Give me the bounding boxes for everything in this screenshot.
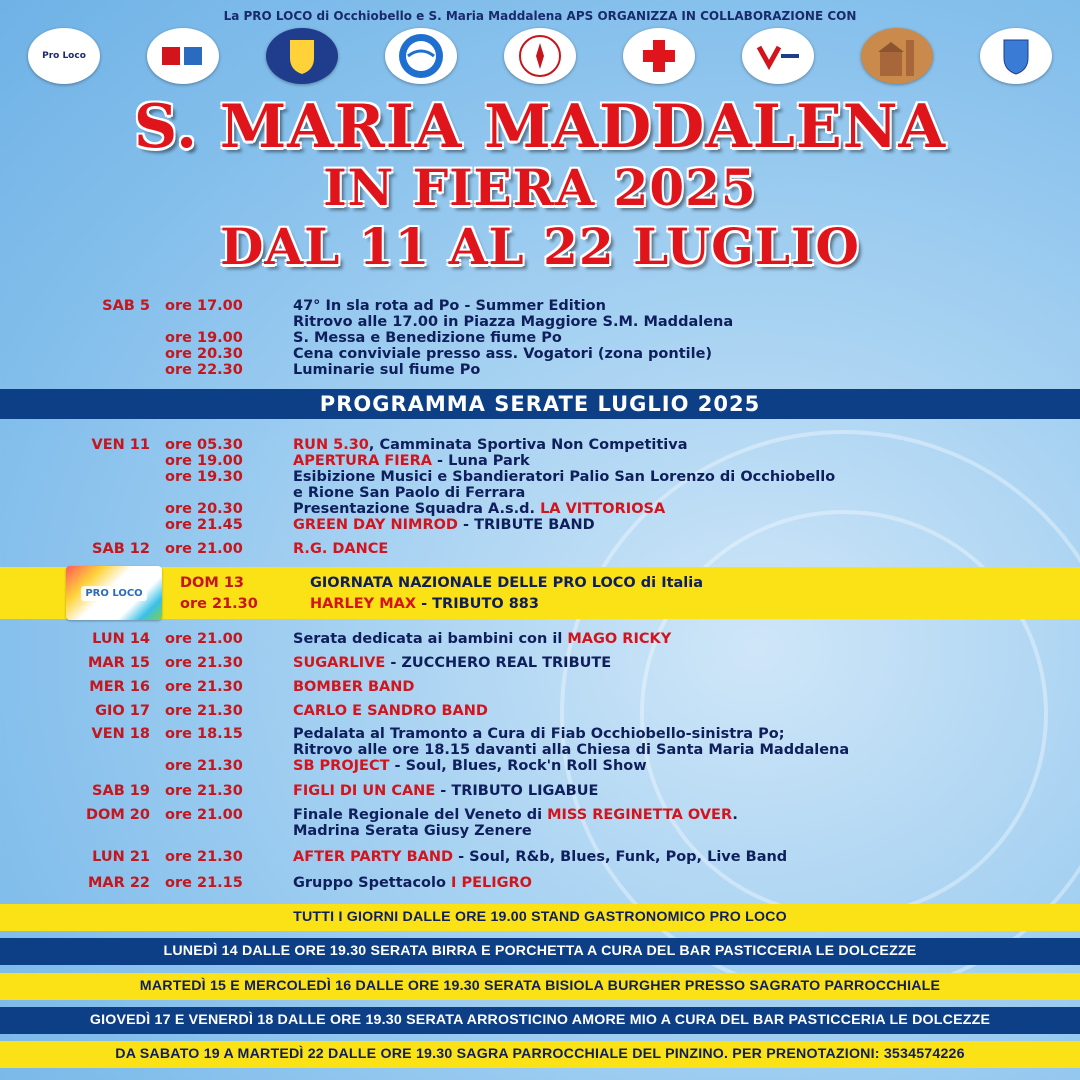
organizer-line: La PRO LOCO di Occhiobello e S. Maria Maddalena APS ORGANIZZA IN COLLABORAZIONE CON [223, 9, 857, 23]
info-strip: GIOVEDÌ 17 E VENERDÌ 18 DALLE ORE 19.30 SERATA ARROSTICINO AMORE MIO A CURA DEL BAR PASTICCERIA LE DOLCEZZE [0, 1007, 1080, 1034]
event-description [293, 330, 562, 346]
time-label: ore 19.30 [165, 469, 243, 485]
event-description [293, 517, 595, 533]
time-label: ore 22.30 [165, 362, 243, 378]
event-description [293, 485, 525, 501]
event-description [293, 453, 530, 469]
day-label: MAR 22 [87, 875, 150, 891]
event-text: e Rione San Paolo di Ferrara [293, 485, 526, 501]
day-label: MAR 15 [87, 655, 150, 671]
event-text: Madrina Serata Giusy Zenere [293, 823, 532, 839]
time-label: ore 21.30 [165, 703, 243, 719]
event-description [293, 314, 733, 330]
day-label: VEN 11 [91, 437, 150, 453]
event-description [293, 631, 671, 647]
event-description [293, 469, 835, 485]
coat-of-arms-logo [266, 28, 338, 84]
event-text: 47° In sla rota ad Po - Summer Edition [293, 298, 606, 314]
time-label: ore 21.00 [165, 541, 243, 557]
time-label: ore 05.30 [165, 437, 243, 453]
time-label: ore 18.15 [165, 726, 243, 742]
time-label: ore 21.45 [165, 517, 243, 533]
time-label: ore 19.00 [165, 453, 243, 469]
event-text: S. Messa e Benedizione fiume Po [293, 330, 562, 346]
time-label: ore 21.30 [165, 655, 243, 671]
dom13-line1: GIORNATA NAZIONALE DELLE PRO LOCO di Italia [310, 575, 704, 591]
day-label: DOM 20 [85, 807, 150, 823]
event-text: - ZUCCHERO REAL TRIBUTE [385, 655, 612, 671]
event-highlight: BOMBER BAND [293, 679, 415, 695]
event-text: . [732, 807, 738, 823]
event-highlight: CARLO E SANDRO BAND [293, 703, 488, 719]
partner-logo-7 [742, 28, 814, 84]
event-highlight: R.G. DANCE [293, 541, 389, 557]
event-description [293, 807, 738, 823]
event-highlight: GREEN DAY NIMROD [293, 517, 458, 533]
partner-logo-2 [147, 28, 219, 84]
dom13-day: DOM 13 [180, 575, 245, 591]
event-text: Finale Regionale del Veneto di [293, 807, 548, 823]
info-strip: LUNEDÌ 14 DALLE ORE 19.30 SERATA BIRRA E PORCHETTA A CURA DEL BAR PASTICCERIA LE DOLCEZZE [0, 938, 1080, 965]
day-label: LUN 21 [92, 849, 150, 865]
event-dates: DAL 11 AL 22 LUGLIO [220, 217, 860, 276]
event-description [293, 501, 665, 517]
event-description [293, 298, 606, 314]
event-description [293, 679, 414, 695]
time-label: ore 17.00 [165, 298, 243, 314]
church-logo [861, 28, 933, 84]
event-description [293, 783, 598, 799]
protezione-civile-logo [385, 28, 457, 84]
event-text: Ritrovo alle ore 18.15 davanti alla Chiesa di Santa Maria Maddalena [293, 742, 850, 758]
day-label: GIO 17 [95, 703, 150, 719]
time-label: ore 21.30 [165, 849, 243, 865]
event-highlight: AFTER PARTY BAND [293, 849, 454, 865]
day-label: SAB 5 [102, 298, 150, 314]
event-text: Gruppo Spettacolo [293, 875, 451, 891]
event-text: Esibizione Musici e Sbandieratori Palio San Lorenzo di Occhiobello [293, 469, 836, 485]
event-highlight: SUGARLIVE [293, 655, 386, 671]
event-highlight: RUN 5.30 [293, 437, 369, 453]
dom13-line2: HARLEY MAX - TRIBUTO 883 [310, 596, 539, 612]
pro-loco-day-badge: PRO LOCO [66, 566, 162, 620]
day-label: LUN 14 [92, 631, 150, 647]
event-description [293, 437, 688, 453]
event-highlight: MISS REGINETTA OVER [547, 807, 733, 823]
red-cross-logo [623, 28, 695, 84]
event-description [293, 742, 849, 758]
event-description [293, 655, 611, 671]
comune-logo [980, 28, 1052, 84]
event-text: - TRIBUTE BAND [457, 517, 595, 533]
event-highlight: LA VITTORIOSA [540, 501, 666, 517]
event-highlight: APERTURA FIERA [293, 453, 432, 469]
event-text: Luminarie sul fiume Po [293, 362, 481, 378]
day-label: SAB 19 [92, 783, 150, 799]
day-label: MER 16 [89, 679, 150, 695]
event-text: Serata dedicata ai bambini con il [293, 631, 568, 647]
association-logo [504, 28, 576, 84]
program-title-band: PROGRAMMA SERATE LUGLIO 2025 [0, 389, 1080, 419]
event-highlight: FIGLI DI UN CANE [293, 783, 436, 799]
time-label: ore 21.30 [165, 783, 243, 799]
event-text: - Luna Park [431, 453, 530, 469]
event-text: Ritrovo alle 17.00 in Piazza Maggiore S.M. Maddalena [293, 314, 734, 330]
event-description [293, 346, 712, 362]
time-label: ore 21.00 [165, 807, 243, 823]
info-strip: DA SABATO 19 A MARTEDÌ 22 DALLE ORE 19.30 SAGRA PARROCCHIALE DEL PINZINO. PER PRENOTAZIONI: 3534574226 [0, 1041, 1080, 1068]
time-label: ore 20.30 [165, 501, 243, 517]
time-label: ore 21.15 [165, 875, 243, 891]
event-text: - TRIBUTO LIGABUE [435, 783, 599, 799]
partner-logos [28, 28, 1052, 86]
event-text: - Soul, Blues, Rock'n Roll Show [389, 758, 647, 774]
event-description [293, 875, 532, 891]
event-text: , Camminata Sportiva Non Competitiva [368, 437, 688, 453]
event-description [293, 849, 787, 865]
event-text: Cena conviviale presso ass. Vogatori (zona pontile) [293, 346, 713, 362]
info-strip: TUTTI I GIORNI DALLE ORE 19.00 STAND GASTRONOMICO PRO LOCO [0, 904, 1080, 931]
dom13-time: ore 21.30 [180, 596, 258, 612]
event-description [293, 541, 388, 557]
event-text: Pedalata al Tramonto a Cura di Fiab Occhiobello-sinistra Po; [293, 726, 785, 742]
event-highlight: SB PROJECT [293, 758, 390, 774]
event-description [293, 362, 480, 378]
time-label: ore 19.00 [165, 330, 243, 346]
pro-loco-logo: Pro Loco [28, 28, 100, 84]
event-highlight: MAGO RICKY [567, 631, 672, 647]
event-subtitle: IN FIERA 2025 [323, 158, 757, 217]
event-description [293, 726, 785, 742]
event-description [293, 823, 532, 839]
time-label: ore 20.30 [165, 346, 243, 362]
event-description [293, 758, 647, 774]
info-strip: MARTEDÌ 15 E MERCOLEDÌ 16 DALLE ORE 19.30 SERATA BISIOLA BURGHER PRESSO SAGRATO PARROCCHIALE [0, 973, 1080, 1000]
event-title: S. MARIA MADDALENA [133, 92, 947, 162]
time-label: ore 21.00 [165, 631, 243, 647]
event-text: - Soul, R&b, Blues, Funk, Pop, Live Band [453, 849, 788, 865]
day-label: VEN 18 [91, 726, 150, 742]
time-label: ore 21.30 [165, 758, 243, 774]
event-description [293, 703, 488, 719]
time-label: ore 21.30 [165, 679, 243, 695]
day-label: SAB 12 [92, 541, 150, 557]
event-highlight: I PELIGRO [451, 875, 533, 891]
event-text: Presentazione Squadra A.s.d. [293, 501, 541, 517]
